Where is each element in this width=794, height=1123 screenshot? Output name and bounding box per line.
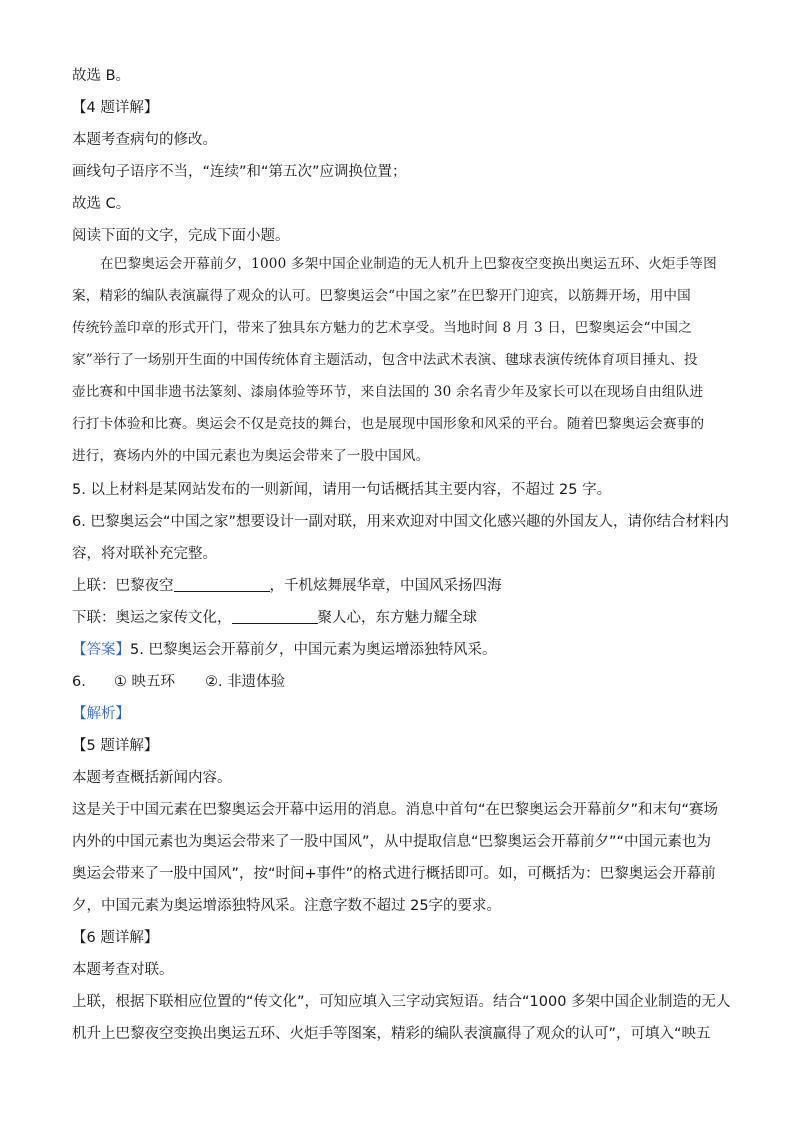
detail-text-q5: 这是关于中国元素在巴黎奥运会开幕中运用的消息。消息中首句“在巴黎奥运会开幕前夕”和末句“赛场 bbox=[72, 802, 719, 818]
detail-text-q6: 上联，根据下联相应位置的“传文化”，可知应填入三字动宾短语。结合“1000 多架中国企业制造的无人 bbox=[72, 994, 731, 1010]
detail-title-q5: 【5 题详解】 bbox=[72, 738, 159, 754]
answer-line-q4: 故选 C。 bbox=[72, 196, 131, 212]
detail-text-q5: 奥运会带来了一股中国风”，按“时间+事件”的格式进行概括即可。如，可概括为：巴黎奥运会开幕前 bbox=[72, 866, 716, 882]
answer-6-item-1: ① 映五环 bbox=[113, 674, 175, 690]
detail-title-q4: 【4 题详解】 bbox=[72, 100, 159, 116]
passage-line: 传统钤盖印章的形式开门，带来了独具东方魅力的艺术享受。当地时间 8 月 3 日，巴黎奥运会“中国之 bbox=[72, 320, 692, 336]
passage-line: 行打卡体验和比赛。奥运会不仅是竞技的舞台，也是展现中国形象和风采的平台。随着巴黎奥运会赛事的 bbox=[72, 416, 705, 432]
question-6-line2: 容，将对联补充完整。 bbox=[72, 546, 217, 562]
couplet-lower-prefix: 下联：奥运之家传文化， bbox=[72, 610, 232, 626]
question-6-line1: 6. 巴黎奥运会“中国之家”想要设计一副对联，用来欢迎对中国文化感兴趣的外国友人，请你结合材料内 bbox=[72, 514, 729, 530]
couplet-lower-suffix: 聚人心，东方魅力耀全球 bbox=[317, 610, 477, 626]
detail-text-q4: 画线句子语序不当，“连续”和“第五次”应调换位置； bbox=[72, 164, 407, 180]
detail-intro-q6: 本题考查对联。 bbox=[72, 962, 174, 978]
detail-intro-q5: 本题考查概括新闻内容。 bbox=[72, 770, 232, 786]
couplet-upper bbox=[72, 576, 502, 596]
passage-line: 案，精彩的编队表演赢得了观众的认可。巴黎奥运会“中国之家”在巴黎开门迎宾，以筋舞开场，用中国 bbox=[72, 288, 691, 304]
couplet-upper-suffix: ，千机炫舞展华章，中国风采扬四海 bbox=[269, 578, 502, 594]
detail-text-q6: 机升上巴黎夜空变换出奥运五环、火炬手等图案，精彩的编队表演赢得了观众的认可”，可填入“映五 bbox=[72, 1026, 711, 1042]
passage-line: 在巴黎奥运会开幕前夕，1000 多架中国企业制造的无人机升上巴黎夜空变换出奥运五环、火炬手等图 bbox=[100, 256, 717, 272]
reading-instruction: 阅读下面的文字，完成下面小题。 bbox=[72, 228, 290, 244]
detail-text-q5: 夕，中国元素为奥运增添独特风采。注意字数不超过 25字的要求。 bbox=[72, 898, 502, 914]
detail-intro-q4: 本题考查病句的修改。 bbox=[72, 132, 217, 148]
couplet-lower-blank bbox=[232, 608, 318, 624]
couplet-upper-blank bbox=[174, 576, 270, 592]
answer-line-q3: 故选 B。 bbox=[72, 68, 131, 84]
passage-line: 壶比赛和中国非遗书法篆刻、漆扇体验等环节，来自法国的 30 余名青少年及家长可以在现场自由组队进 bbox=[72, 384, 704, 400]
detail-text-q5: 内外的中国元素也为奥运会带来了一股中国风”，从中提取信息“巴黎奥运会开幕前夕”“中国元素也为 bbox=[72, 834, 712, 850]
answer-tag: 【答案】 bbox=[72, 642, 130, 658]
answer-line bbox=[72, 640, 496, 660]
answer-text: 5. 巴黎奥运会开幕前夕，中国元素为奥运增添独特风采。 bbox=[130, 642, 497, 658]
question-5: 5. 以上材料是某网站发布的一则新闻，请用一句话概括其主要内容，不超过 25 字。 bbox=[72, 482, 612, 498]
couplet-lower bbox=[72, 608, 477, 628]
reading-passage bbox=[72, 254, 722, 464]
answer-6-line bbox=[72, 672, 285, 692]
passage-line: 家”举行了一场别开生面的中国传统体育主题活动，包含中法武术表演、毽球表演传统体育项目捶丸、投 bbox=[72, 352, 698, 368]
answer-6-number: 6. bbox=[72, 674, 86, 690]
analysis-tag: 【解析】 bbox=[72, 706, 130, 722]
answer-6-item-2: ②. 非遗体验 bbox=[204, 674, 286, 690]
detail-title-q6: 【6 题详解】 bbox=[72, 930, 159, 946]
passage-line: 进行，赛场内外的中国元素也为奥运会带来了一股中国风。 bbox=[72, 448, 430, 464]
couplet-upper-prefix: 上联：巴黎夜空 bbox=[72, 578, 174, 594]
